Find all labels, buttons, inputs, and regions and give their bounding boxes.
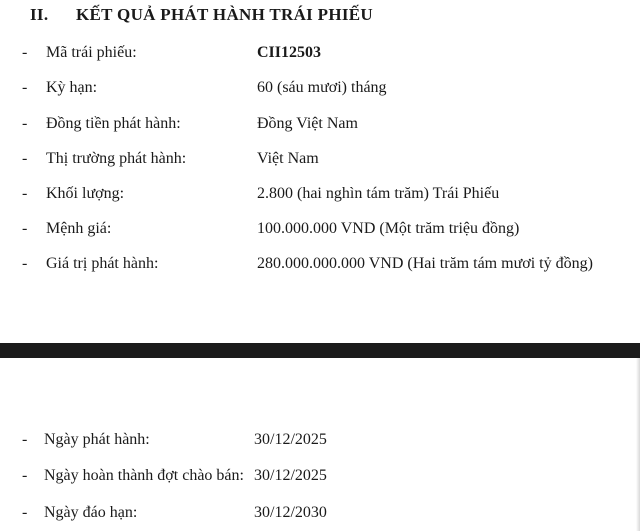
field-value: 280.000.000.000 VND (Hai trăm tám mươi tỷ đồng) (257, 255, 593, 272)
field-value: 2.800 (hai nghìn tám trăm) Trái Phiếu (257, 185, 500, 202)
section-title: KẾT QUẢ PHÁT HÀNH TRÁI PHIẾU (76, 5, 373, 24)
field-value: 30/12/2025 (254, 467, 327, 484)
field-value: CII12503 (257, 44, 322, 61)
field-row-offering-completion-date (0, 463, 640, 489)
bullet-dash: - (22, 185, 28, 202)
field-row-bond-code (0, 40, 640, 66)
field-row-term (0, 75, 640, 101)
field-value: Việt Nam (257, 150, 319, 167)
bullet-dash: - (22, 255, 28, 272)
bullet-dash: - (22, 115, 28, 132)
field-label: Đồng tiền phát hành: (46, 115, 181, 132)
field-row-maturity-date (0, 500, 640, 526)
field-label: Ngày phát hành: (44, 431, 150, 448)
field-row-par-value (0, 216, 640, 242)
field-label: Mệnh giá: (46, 220, 112, 237)
bullet-dash: - (22, 79, 28, 96)
bullet-dash: - (22, 44, 28, 61)
bullet-dash: - (22, 504, 28, 521)
field-label: Thị trường phát hành: (46, 150, 187, 167)
field-row-market (0, 146, 640, 172)
field-row-issue-value (0, 251, 640, 277)
field-row-issue-date (0, 427, 640, 453)
field-value: 60 (sáu mươi) tháng (257, 79, 387, 96)
field-label: Kỳ hạn: (46, 79, 98, 96)
field-label: Khối lượng: (46, 185, 125, 202)
field-value: 100.000.000 VND (Một trăm triệu đồng) (257, 220, 520, 237)
field-label: Ngày hoàn thành đợt chào bán: (44, 467, 244, 484)
field-value: 30/12/2030 (254, 504, 327, 521)
field-row-volume (0, 181, 640, 207)
page-break-band (0, 343, 640, 358)
field-label: Ngày đáo hạn: (44, 504, 138, 521)
bullet-dash: - (22, 150, 28, 167)
section-heading (0, 0, 640, 34)
field-value: Đồng Việt Nam (257, 115, 358, 132)
bullet-dash: - (22, 431, 28, 448)
field-label: Mã trái phiếu: (46, 44, 137, 61)
field-value: 30/12/2025 (254, 431, 327, 448)
bullet-dash: - (22, 220, 28, 237)
field-label: Giá trị phát hành: (46, 255, 159, 272)
bullet-dash: - (22, 467, 28, 484)
section-number: II. (30, 5, 49, 24)
field-row-currency (0, 111, 640, 137)
